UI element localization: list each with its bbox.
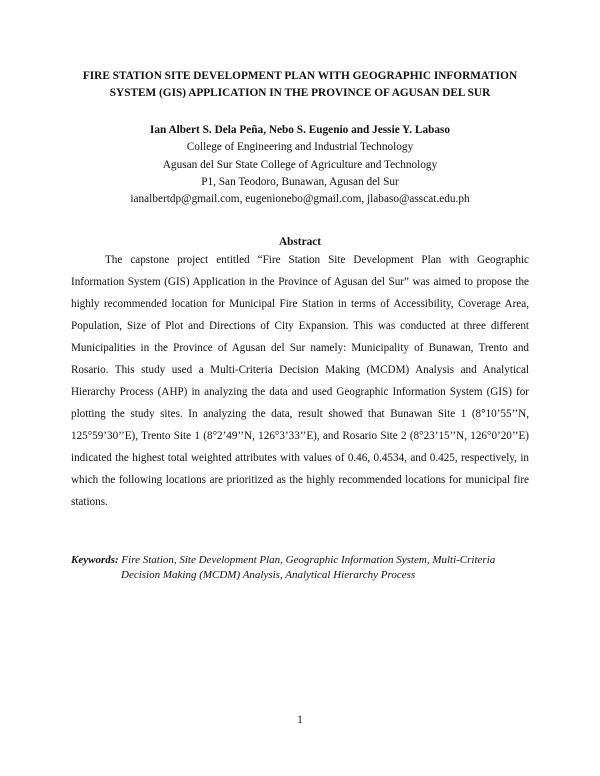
paper-title-line-1: FIRE STATION SITE DEVELOPMENT PLAN WITH GEOGRAPHIC INFORMATION bbox=[82, 70, 518, 82]
keywords-label: Keywords: bbox=[71, 554, 119, 566]
keywords-text: Fire Station, Site Development Plan, Geographic Information System, Multi-Criteria Decision Making (MCDM) Analysis, Analytical Hierarchy Process bbox=[121, 554, 496, 581]
author-names: Ian Albert S. Dela Peña, Nebo S. Eugenio and Jessie Y. Labaso bbox=[149, 124, 451, 136]
paper-title bbox=[60, 68, 540, 102]
affiliation-institution: Agusan del Sur State College of Agriculture and Technology bbox=[162, 158, 438, 171]
paper-title-line-2: SYSTEM (GIS) APPLICATION IN THE PROVINCE OF AGUSAN DEL SUR bbox=[109, 87, 491, 99]
page-number: 1 bbox=[297, 714, 303, 726]
keywords-block bbox=[71, 553, 529, 583]
abstract-heading: Abstract bbox=[278, 236, 322, 248]
affiliation-college: College of Engineering and Industrial Technology bbox=[186, 141, 414, 154]
affiliation-address: P1, San Teodoro, Bunawan, Agusan del Sur bbox=[201, 175, 399, 188]
author-block bbox=[40, 122, 560, 208]
abstract-text: The capstone project entitled “Fire Station Site Development Plan with Geographic Information System (GIS) Application in the Province of Agusan del Sur” was aimed to propose the highly recommended location for Municipal Fire Station in terms of Accessibility, Coverage Area, Population, Size of Plot and Directions of City Expansion. This was conducted at three different Municipalities in the Province of Agusan del Sur namely: Municipality of Bunawan, Trento and Rosario. This study used a Multi-Criteria Decision Making (MCDM) Analysis and Analytical Hierarchy Process (AHP) in analyzing the data and used Geographic Information System (GIS) for plotting the study sites. In analyzing the data, result showed that Bunawan Site 1 (8°10’55’’N, 125°59’30’’E), Trento Site 1 (8°2’49’’N, 126°3’33’’E), and Rosario Site 2 (8°23’15’’N, 126°0’20’’E) indicated the highest total weighted attributes with values of 0.46, 0.4534, and 0.425, respectively, in which the following locations are prioritized as the highly recommended locations for municipal fire stations. bbox=[71, 254, 529, 508]
author-emails: ianalbertdp@gmail.com, eugenionebo@gmail.com, jlabaso@asscat.edu.ph bbox=[130, 193, 470, 206]
